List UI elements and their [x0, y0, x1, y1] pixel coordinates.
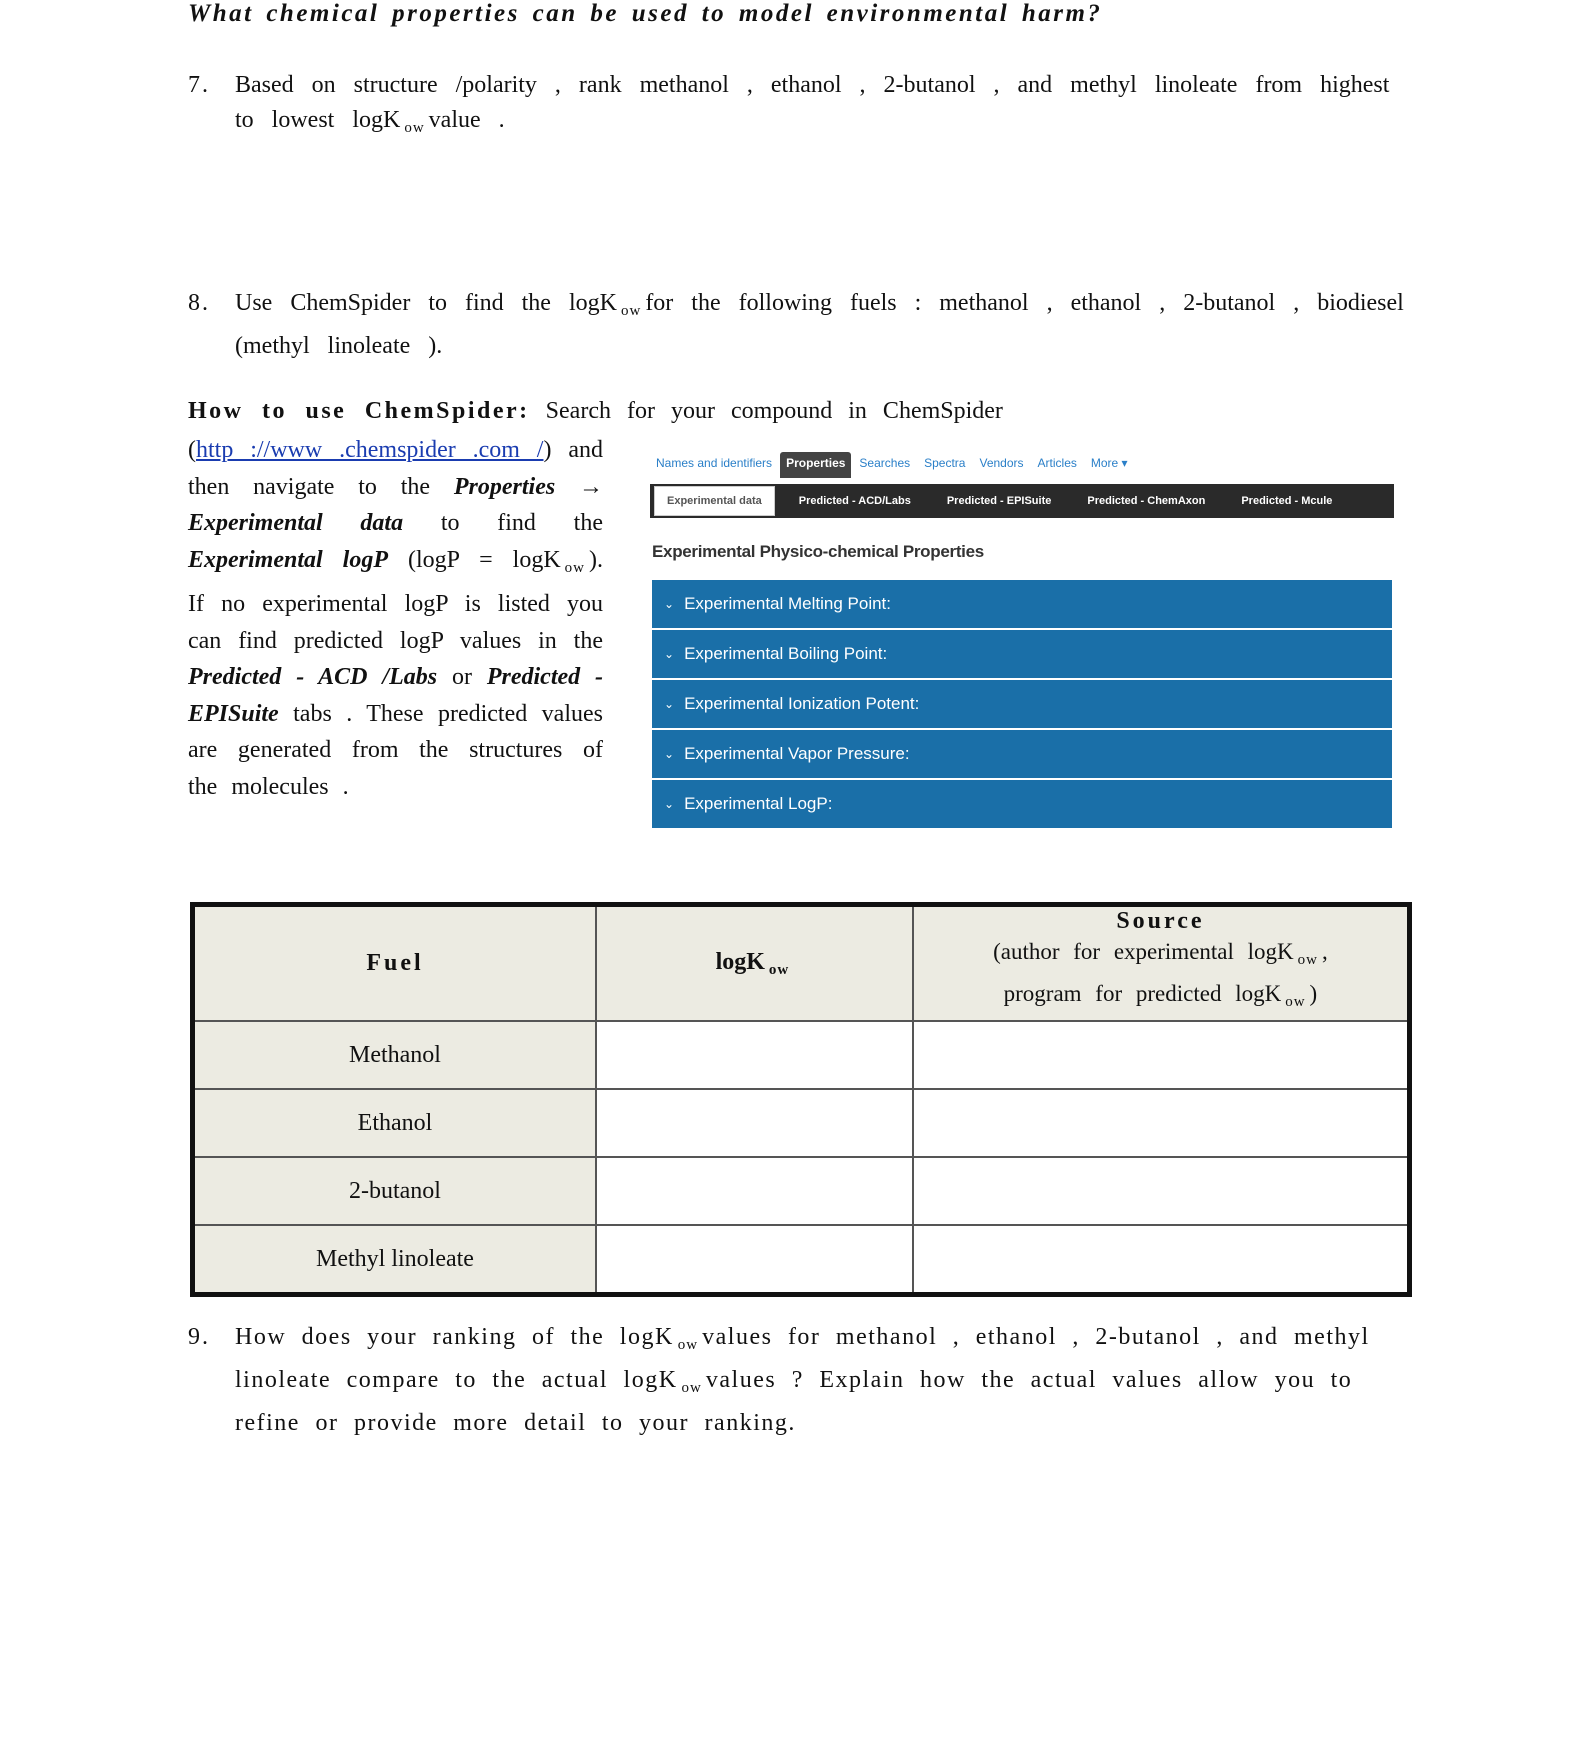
section-heading: What chemical properties can be used to model environmental harm? — [188, 0, 1103, 27]
tab-more[interactable]: More ▾ — [1090, 456, 1128, 470]
header-fuel: Fuel — [193, 905, 596, 1022]
howto-lead: How to use ChemSpider: — [188, 398, 530, 424]
accordion-ionization-potential[interactable] — [652, 680, 1392, 728]
term-logp: logP — [342, 546, 388, 573]
subscript: ow — [404, 120, 425, 136]
chemspider-screenshot — [650, 440, 1396, 832]
tab-properties[interactable]: Properties — [780, 452, 851, 478]
accordion-label: Experimental Boiling Point: — [684, 644, 888, 663]
term-predicted: Predicted — [188, 664, 282, 690]
fuel-cell: 2-butanol — [193, 1157, 596, 1225]
logk-entry-cell[interactable] — [596, 1157, 913, 1225]
accordion-label: Experimental LogP: — [684, 794, 833, 813]
subtab-predicted-acd[interactable]: Predicted - ACD/Labs — [798, 495, 911, 507]
logk-entry-cell[interactable] — [596, 1225, 913, 1295]
question-number: 7. — [188, 72, 210, 98]
howto-heading-line — [188, 393, 1003, 429]
question-9 — [188, 1320, 1428, 1441]
subscript: ow — [768, 961, 790, 978]
subscript: ow — [677, 1337, 699, 1353]
tab-spectra[interactable]: Spectra — [924, 456, 966, 470]
table-row — [193, 1225, 1410, 1295]
source-entry-cell[interactable] — [913, 1225, 1410, 1295]
chemspider-sub-tabs — [650, 484, 1394, 518]
question-text: Use ChemSpider to find the logK — [235, 290, 617, 316]
paren: ( — [188, 437, 196, 463]
chemspider-top-tabs — [650, 452, 1134, 478]
source-entry-cell[interactable] — [913, 1021, 1410, 1089]
subscript: ow — [1297, 952, 1318, 968]
accordion-logp[interactable] — [652, 780, 1392, 828]
term-episuite: - EPISuite — [188, 664, 604, 727]
tab-searches[interactable]: Searches — [859, 456, 911, 470]
header-source-text: program for predicted logK — [1003, 981, 1282, 1006]
logk-entry-cell[interactable] — [596, 1089, 913, 1157]
chevron-down-icon: ⌄ — [664, 747, 675, 761]
header-logk — [596, 905, 913, 1022]
question-text: value . — [428, 107, 505, 133]
question-7 — [188, 68, 1418, 146]
header-source-text: ) — [1309, 981, 1318, 1006]
howto-text: to find the — [440, 510, 603, 536]
term-data: data — [360, 510, 404, 536]
tab-names-identifiers[interactable]: Names and identifiers — [656, 456, 773, 470]
table-row — [193, 1157, 1410, 1225]
subscript: ow — [681, 1380, 702, 1396]
term-acd-labs: - ACD /Labs — [296, 664, 438, 690]
table-row — [193, 1089, 1410, 1157]
term-predicted: Predicted — [486, 664, 581, 690]
question-8 — [188, 286, 1418, 364]
term-experimental: Experimental — [188, 510, 323, 536]
question-number: 9. — [188, 1324, 210, 1350]
source-entry-cell[interactable] — [913, 1157, 1410, 1225]
howto-text: tabs . These predicted values are generated from the structures of the molecules . — [188, 700, 603, 800]
table-row — [193, 1021, 1410, 1089]
properties-section-title: Experimental Physico-chemical Properties — [652, 542, 984, 561]
question-text: values for methanol , ethanol , 2-butanol , and methyl linoleate compare to the actual logK — [235, 1324, 1370, 1393]
source-entry-cell[interactable] — [913, 1089, 1410, 1157]
chevron-down-icon: ⌄ — [664, 647, 675, 661]
accordion-vapor-pressure[interactable] — [652, 730, 1392, 778]
term-experimental: Experimental — [188, 546, 323, 573]
subscript: ow — [564, 559, 585, 576]
tab-vendors[interactable]: Vendors — [979, 456, 1024, 470]
header-source-text: , — [1322, 939, 1328, 964]
table-header-row — [193, 905, 1410, 1022]
term-properties: Properties — [453, 473, 556, 500]
header-logk-text: logK — [715, 948, 765, 975]
chemspider-link[interactable]: http ://www .chemspider .com / — [196, 437, 544, 463]
accordion-label: Experimental Melting Point: — [684, 594, 891, 613]
accordion-label: Experimental Ionization Potent: — [684, 694, 920, 713]
fuel-cell: Methanol — [193, 1021, 596, 1089]
howto-text: ). If no experimental logP is listed you can find predicted logP values in the — [188, 546, 603, 654]
fuel-cell: Ethanol — [193, 1089, 596, 1157]
paren: ) — [543, 437, 552, 463]
properties-accordion — [652, 580, 1392, 830]
subtab-predicted-mcule[interactable]: Predicted - Mcule — [1241, 495, 1333, 507]
arrow-icon: → — [579, 473, 603, 500]
question-text: for the following fuels : methanol , ethanol , 2-butanol , biodiesel (methyl linoleate ). — [235, 290, 1404, 359]
subtab-predicted-episuite[interactable]: Predicted - EPISuite — [946, 495, 1052, 507]
subscript: ow — [1285, 994, 1306, 1010]
subscript: ow — [620, 303, 642, 319]
howto-line1: Search for your compound in ChemSpider — [545, 398, 1003, 424]
howto-text: (logP = logK — [408, 546, 561, 573]
header-source-title: Source — [1116, 908, 1205, 934]
question-text: Based on structure /polarity , rank methanol , ethanol , 2-butanol , and methyl linoleate from highest to lowest logK — [235, 72, 1390, 133]
chevron-down-icon: ⌄ — [664, 797, 675, 811]
subtab-predicted-chemaxon[interactable]: Predicted - ChemAxon — [1087, 495, 1206, 507]
accordion-label: Experimental Vapor Pressure: — [684, 744, 910, 763]
howto-instructions — [188, 432, 603, 805]
chevron-down-icon: ⌄ — [664, 697, 675, 711]
header-source-detail — [915, 977, 1406, 1019]
tab-articles[interactable]: Articles — [1037, 456, 1077, 470]
header-source-detail — [915, 935, 1406, 977]
subtab-experimental-data[interactable]: Experimental data — [654, 486, 775, 516]
howto-text: or — [451, 664, 472, 690]
question-text: values ? Explain how the actual values allow you to refine or provide more detail to your ranking. — [235, 1367, 1353, 1436]
fuel-cell: Methyl linoleate — [193, 1225, 596, 1295]
question-text: How does your ranking of the logK — [235, 1324, 674, 1350]
header-source — [913, 905, 1410, 1022]
accordion-boiling-point[interactable] — [652, 630, 1392, 678]
howto-text: and then navigate to the — [188, 437, 604, 500]
accordion-melting-point[interactable] — [652, 580, 1392, 628]
fuel-logk-table — [190, 902, 1412, 1297]
question-number: 8. — [188, 290, 210, 316]
logk-entry-cell[interactable] — [596, 1021, 913, 1089]
chevron-down-icon: ⌄ — [664, 597, 675, 611]
header-source-text: (author for experimental logK — [993, 939, 1294, 964]
